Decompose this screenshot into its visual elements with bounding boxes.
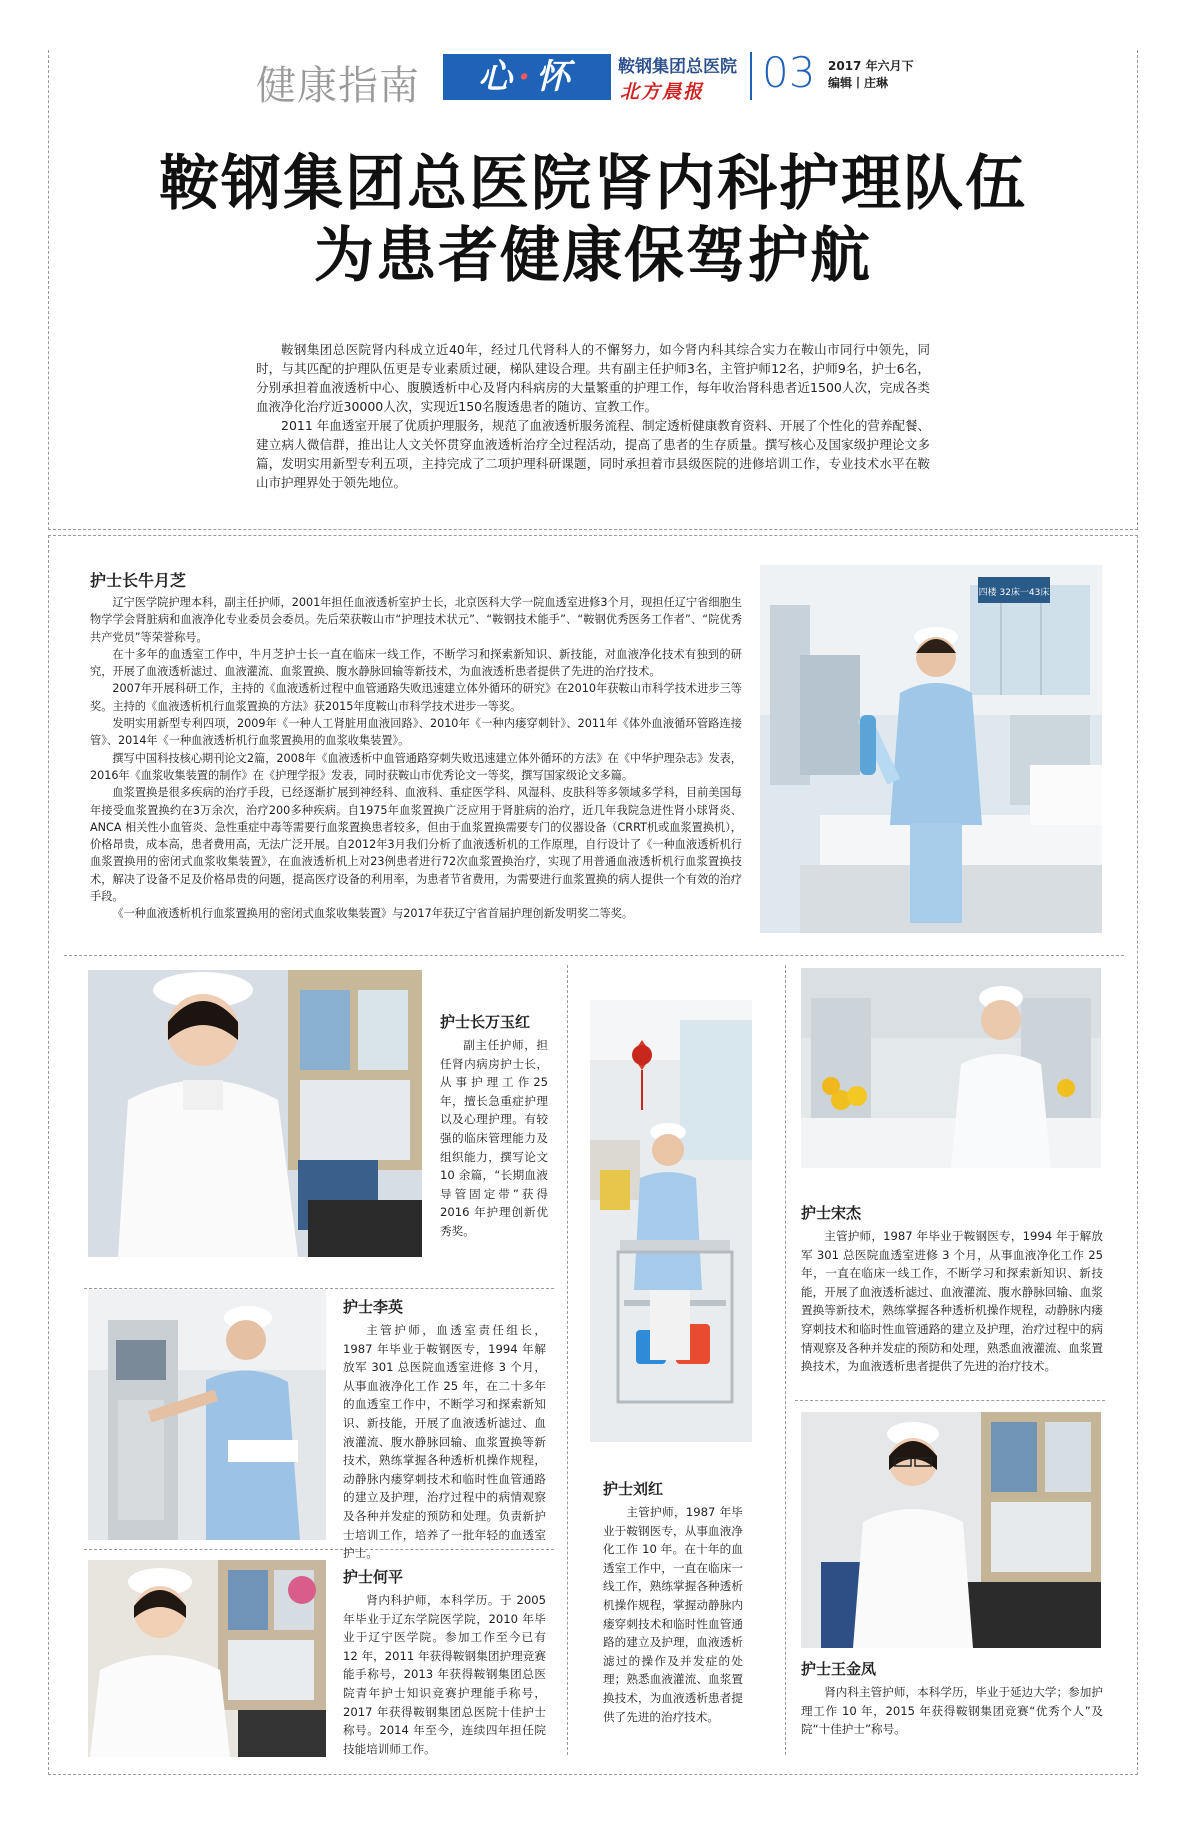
photo-song-jie	[801, 968, 1101, 1168]
profile-text: 主管护师，血透室责任组长，1987 年毕业于鞍钢医专，1994 年解放军 301 总医院血透室进修 3 个月，从事血液净化工作 25 年，在二十多年的血透室工作中，不断学习和探索新知识、新技能，开展了血液透析滤过、血液灌流、腹水静脉回输、血浆置换等新技术，熟练掌握各种透析机操作规程，动静脉内瘘穿刺技术和临时性血管通路的建立及护理，治疗过程中的病情观察及各种并发症的预防和处理。负责新护士培训工作，培养了一批年轻的血透室护士。	[343, 1323, 546, 1561]
profile-body-song	[801, 1227, 1103, 1376]
photo-he-ping	[88, 1560, 326, 1757]
profile-text: 主管护师，1987 年毕业于鞍钢医专，从事血液净化工作 10 年。在十年的血透室工作中，一直在临床一线工作，熟练掌握各种透析机操作规程，掌握动静脉内瘘穿刺技术和临时性血管通路的建立及护理，血液透析滤过的操作及并发症的处理；熟悉血液灌流、血浆置换技术，为血液透析患者提供了先进的治疗技术。	[603, 1505, 743, 1724]
divider	[567, 965, 568, 1755]
lead-paragraph: 在十多年的血透室工作中，牛月芝护士长一直在临床一线工作，不断学习和探索新知识、新技能，对血液净化技术有独到的研究，开展了血液透析滤过、血液灌流、血浆置换、腹水静脉回输等新技术，为血液透析患者提供了先进的治疗技术。	[90, 647, 742, 679]
profile-body-he	[343, 1591, 546, 1758]
headline	[60, 148, 1126, 292]
profile-name-he: 护士何平	[343, 1568, 404, 1586]
profile-body-li	[343, 1321, 546, 1563]
divider	[64, 955, 1124, 956]
logo-text: 心	[478, 57, 519, 97]
photo-liu-hong	[590, 1000, 752, 1442]
editor: 编辑丨庄琳	[828, 76, 889, 90]
headline-line-2: 为患者健康保驾护航	[314, 221, 872, 291]
profile-body-wang	[801, 1683, 1103, 1739]
ward-sign: 四楼 32床一43床	[978, 588, 1050, 598]
newspaper-brand: 北方晨报	[620, 81, 705, 103]
divider	[84, 1288, 554, 1289]
page-number: 03	[762, 48, 816, 97]
issue-date: 2017 年六月下	[828, 59, 914, 73]
lead-paragraph: 撰写中国科技核心期刊论文2篇，2008年《血液透析中血管通路穿刺失败迅速建立体外循环的方法》在《中华护理杂志》发表，2016年《血浆收集装置的制作》在《护理学报》发表，同时获鞍山市优秀论文一等奖，撰写国家级论文多篇。	[90, 751, 742, 782]
lead-profile-body	[90, 594, 742, 923]
profile-body-wan	[440, 1036, 548, 1241]
profile-text: 副主任护师，担任肾内病房护士长，从事护理工作25 年，擅长急重症护理以及心理护理。有较强的临床管理能力及组织能力，撰写论文 10 余篇，“长期血液导管固定带”获得 2016 年护理创新优秀奖。	[440, 1038, 548, 1238]
headline-line-1: 鞍钢集团总医院肾内科护理队伍	[159, 149, 1027, 219]
profile-body-liu	[603, 1503, 743, 1726]
lead-paragraph: 发明实用新型专利四项，2009年《一种人工肾脏用血液回路》、2010年《一种内瘘穿刺针》、2011年《体外血液循环管路连接管》、2014年《一种血液透析机行血浆置换用的血浆收集装置》。	[90, 717, 742, 748]
profile-text: 肾内科主管护师，本科学历，毕业于延边大学；参加护理工作 10 年，2015 年获得鞍钢集团竞赛“优秀个人”及院“十佳护士”称号。	[801, 1685, 1103, 1737]
photo-niu-yuezhi	[760, 565, 1102, 933]
lead-paragraph: 辽宁医学院护理本科，副主任护师，2001年担任血液透析室护士长，北京医科大学一院血透室进修3个月，现担任辽宁省细胞生物学学会肾脏病和血液净化专业委员会委员。先后荣获鞍山市“护理技术状元”、“鞍钢技术能手”、“鞍钢优秀医务工作者”、“院优秀共产党员”等荣誉称号。	[90, 596, 742, 644]
photo-li-ying	[88, 1290, 326, 1540]
intro-paragraph: 2011 年血透室开展了优质护理服务，规范了血液透析服务流程、制定透析健康教育资料、开展了个性化的营养配餐、建立病人微信群，推出让人文关怀贯穿血液透析治疗全过程活动，提高了患者的生存质量。撰写核心及国家级护理论文多篇，发明实用新型专利五项，主持完成了二项护理科研课题，同时承担着市县级医院的进修培训工作，专业技术水平在鞍山市护理界处于领先地位。	[256, 418, 930, 490]
section-name: 健康指南	[256, 63, 420, 109]
lead-profile-name: 护士长牛月芝	[90, 571, 187, 590]
divider	[795, 1400, 1105, 1401]
intro-text	[256, 340, 930, 492]
photo-wan-yuhong	[88, 970, 422, 1257]
logo: 心·怀	[443, 54, 611, 100]
profile-name-wan: 护士长万玉红	[440, 1013, 531, 1031]
hospital-name: 鞍钢集团总医院	[618, 57, 737, 77]
intro-paragraph: 鞍钢集团总医院肾内科成立近40年，经过几代肾科人的不懈努力，如今肾内科其综合实力在鞍山市同行中领先，同时，与其匹配的护理队伍更是专业素质过硬，梯队建设合理。共有副主任护师3名，主管护师12名，护师9名，护士6名，分别承担着血液透析中心、腹膜透析中心及肾内科病房的大量繁重的护理工作，每年收治肾科患者近1500人次，完成各类血液净化治疗近30000人次，实现近150名腹透患者的随访、宣教工作。	[256, 342, 930, 414]
profile-text: 主管护师，1987 年毕业于鞍钢医专，1994 年于解放军 301 总医院血透室进修 3 个月，从事血液净化工作 25 年，一直在临床一线工作，不断学习和探索新知识、新技能，开展了血液透析滤过、血液灌流、腹水静脉回输、血浆置换等新技术，熟练掌握各种透析机操作规程，动静脉内瘘穿刺技术和临时性血管通路的建立及护理，治疗过程中的病情观察及各种并发症的预防和处理，熟悉血液灌流、血浆置换技术，为血液透析患者提供了先进的治疗技术。	[801, 1229, 1103, 1374]
lead-paragraph: 2007年开展科研工作，主持的《血液透析过程中血管通路失败迅速建立体外循环的研究》在2010年获鞍山市科学技术进步三等奖。主持的《血液透析机行血浆置换的方法》获2015年度鞍山市科学技术进步一等奖。	[90, 682, 742, 713]
logo-text-2: 怀	[535, 57, 576, 97]
photo-wang-jinfeng	[801, 1412, 1101, 1648]
profile-name-wang: 护士王金凤	[801, 1660, 877, 1678]
profile-name-song: 护士宋杰	[801, 1204, 862, 1222]
profile-name-li: 护士李英	[343, 1298, 404, 1316]
lead-paragraph: 《一种血液透析机行血浆置换用的密闭式血浆收集装置》与2017年获辽宁省首届护理创新发明奖二等奖。	[112, 907, 634, 921]
divider	[785, 965, 786, 1755]
lead-paragraph: 血浆置换是很多疾病的治疗手段，已经逐渐扩展到神经科、血液科、重症医学科、风湿科、皮肤科等多领域多学科，目前美国每年接受血浆置换约在3万余次，治疗200多种疾病。自1975年血浆置换广泛应用于肾脏病的治疗，近几年我院急进性肾小球肾炎、ANCA 相关性小血管炎、急性重症中毒等需要行血浆置换患者较多，但由于血浆置换需要专门的仪器设备（CRRT机或血浆置换机），价格昂贵，成本高，患者费用高，无法广泛开展。自2012年3月我们分析了血液透析机的工作原理，自行设计了《一种血液透析机行血浆置换用的密闭式血浆收集装置》，在血液透析机上对23例患者进行72次血浆置换治疗，实现了用普通血液透析机行血浆置换技术，解决了设备不足及价格昂贵的问题，提高医疗设备的利用率，为患者节省费用，为需要进行血浆置换的病人提供一个有效的治疗手段。	[90, 786, 742, 904]
profile-text: 肾内科护师，本科学历。于 2005 年毕业于辽东学院医学院，2010 年毕业于辽宁医学院。参加工作至今已有 12 年，2011 年获得鞍钢集团护理竞赛能手称号，2013 年获得鞍钢集团总医院青年护士知识竞赛护理能手称号，2017 年获得鞍钢集团总医院十佳护士称号。2014 年至今，连续四年担任院技能培训师工作。	[343, 1593, 546, 1756]
profile-name-liu: 护士刘红	[603, 1480, 664, 1498]
